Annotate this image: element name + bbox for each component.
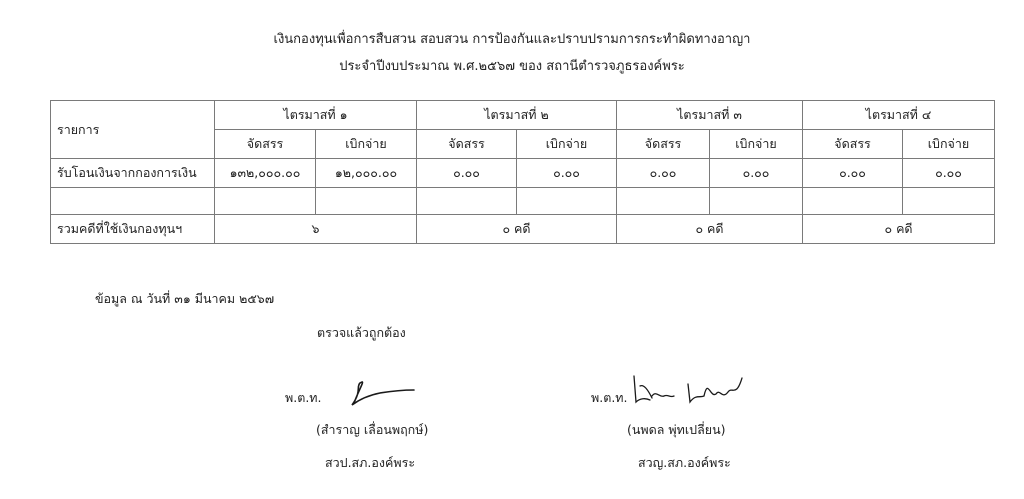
signer-position: สวญ.สภ.องค์พระ bbox=[638, 455, 731, 470]
quarter-header: ไตรมาสที่ ๓ bbox=[617, 101, 803, 130]
document-title-line-1: เงินกองทุนเพื่อการสืบสวน สอบสวน การป้องกันและปราบปรามการกระทำผิดทางอาญา bbox=[273, 32, 751, 47]
amount-cell: ๑๒,๐๐๐.๐๐ bbox=[316, 159, 417, 188]
item-header: รายการ bbox=[51, 101, 215, 159]
disbursed-header: เบิกจ่าย bbox=[710, 130, 803, 159]
amount-cell: ๑๓๒,๐๐๐.๐๐ bbox=[215, 159, 316, 188]
case-count-cell: ๖ bbox=[215, 215, 417, 244]
case-count-cell: ๐ คดี bbox=[803, 215, 995, 244]
data-as-of-note: ข้อมูล ณ วันที่ ๓๑ มีนาคม ๒๕๖๗ bbox=[95, 291, 275, 306]
case-count-cell: ๐ คดี bbox=[417, 215, 617, 244]
signer-rank: พ.ต.ท. bbox=[285, 390, 322, 405]
allocated-header: จัดสรร bbox=[803, 130, 903, 159]
signer-name: (สำราญ เลื่อนพฤกษ์) bbox=[316, 422, 429, 437]
document-title-line-2: ประจำปีงบประมาณ พ.ศ.๒๕๖๗ ของ สถานีตำรวจภูธรองค์พระ bbox=[339, 59, 685, 74]
amount-cell: ๐.๐๐ bbox=[710, 159, 803, 188]
quarter-header: ไตรมาสที่ ๑ bbox=[215, 101, 417, 130]
amount-cell: ๐.๐๐ bbox=[617, 159, 710, 188]
quarter-header: ไตรมาสที่ ๒ bbox=[417, 101, 617, 130]
allocated-header: จัดสรร bbox=[617, 130, 710, 159]
row-label: รับโอนเงินจากกองการเงิน bbox=[51, 159, 215, 188]
amount-cell: ๐.๐๐ bbox=[903, 159, 995, 188]
disbursed-header: เบิกจ่าย bbox=[903, 130, 995, 159]
table-row bbox=[51, 159, 995, 188]
handwritten-signature-1 bbox=[340, 373, 420, 413]
handwritten-signature-2 bbox=[630, 368, 750, 412]
signer-name: (นพดล พุ่ทเปลี่ยน) bbox=[627, 422, 726, 437]
table-header-row bbox=[51, 101, 995, 130]
allocated-header: จัดสรร bbox=[417, 130, 517, 159]
signer-rank: พ.ต.ท. bbox=[591, 390, 628, 405]
signer-position: สวป.สภ.องค์พระ bbox=[325, 455, 416, 470]
table-row bbox=[51, 215, 995, 244]
disbursed-header: เบิกจ่าย bbox=[517, 130, 617, 159]
row-label: รวมคดีที่ใช้เงินกองทุนฯ bbox=[51, 215, 215, 244]
verified-text: ตรวจแล้วถูกต้อง bbox=[317, 325, 406, 340]
quarter-header: ไตรมาสที่ ๔ bbox=[803, 101, 995, 130]
fund-table bbox=[50, 100, 995, 244]
amount-cell: ๐.๐๐ bbox=[517, 159, 617, 188]
amount-cell: ๐.๐๐ bbox=[417, 159, 517, 188]
allocated-header: จัดสรร bbox=[215, 130, 316, 159]
table-row-empty bbox=[51, 188, 995, 215]
case-count-cell: ๐ คดี bbox=[617, 215, 803, 244]
amount-cell: ๐.๐๐ bbox=[803, 159, 903, 188]
disbursed-header: เบิกจ่าย bbox=[316, 130, 417, 159]
